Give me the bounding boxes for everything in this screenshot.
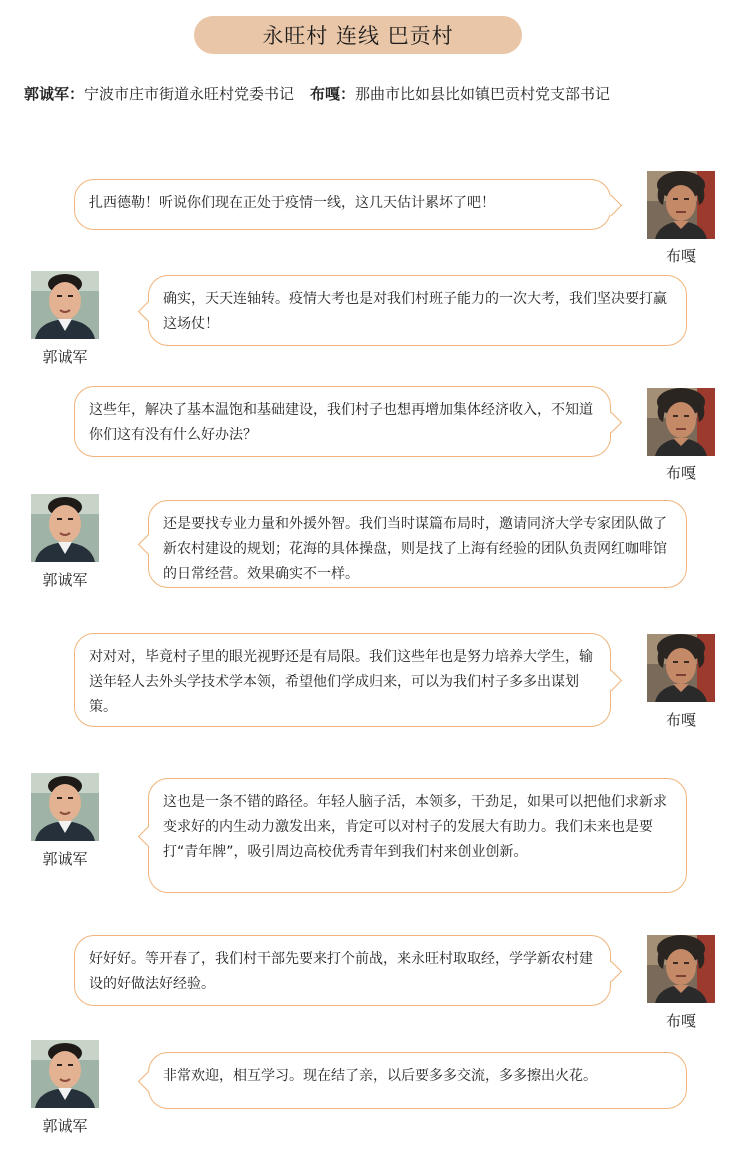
participant-2-role: 那曲市比如县比如镇巴贡村党支部书记 bbox=[355, 85, 611, 103]
chat-bubble bbox=[74, 633, 611, 727]
message-text: 扎西德勒！听说你们现在正处于疫情一线，这几天估计累坏了吧！ bbox=[89, 195, 495, 211]
avatar bbox=[647, 388, 715, 456]
page-title bbox=[194, 16, 522, 54]
speaker-name: 布嘎 bbox=[665, 247, 696, 265]
person-icon bbox=[647, 388, 715, 456]
avatar bbox=[31, 494, 99, 562]
person-icon bbox=[31, 271, 99, 339]
speaker-name: 郭诚军 bbox=[42, 348, 88, 366]
message-text: 这些年，解决了基本温饱和基础建设，我们村子也想再增加集体经济收入，不知道你们这有没有什么好办法？ bbox=[89, 402, 593, 443]
speaker-name: 布嘎 bbox=[665, 464, 696, 482]
participant-2-name: 布嘎： bbox=[310, 85, 356, 103]
chat-bubble bbox=[148, 778, 687, 893]
chat-bubble bbox=[74, 935, 611, 1006]
page-title-text: 永旺村 连线 巴贡村 bbox=[262, 24, 454, 48]
message-text: 这也是一条不错的路径。年轻人脑子活，本领多，干劲足，如果可以把他们求新求变求好的内生动力激发出来，肯定可以对村子的发展大有助力。我们未来也是要打“青年牌”，吸引周边高校优秀青年到我们村来创业创新。 bbox=[163, 794, 667, 860]
speaker-name: 郭诚军 bbox=[42, 850, 88, 868]
participants-line bbox=[24, 83, 734, 104]
participant-1-role: 宁波市庄市街道永旺村党委书记 bbox=[84, 85, 295, 103]
avatar bbox=[31, 1040, 99, 1108]
message-text: 好好好。等开春了，我们村干部先要来打个前战，来永旺村取取经，学学新农村建设的好做法好经验。 bbox=[89, 951, 593, 992]
speaker-name: 郭诚军 bbox=[42, 1117, 88, 1135]
person-icon bbox=[647, 935, 715, 1003]
chat-bubble bbox=[148, 275, 687, 346]
person-icon bbox=[647, 171, 715, 239]
avatar bbox=[31, 773, 99, 841]
avatar bbox=[647, 634, 715, 702]
speaker-name: 郭诚军 bbox=[42, 571, 88, 589]
chat-bubble bbox=[148, 500, 687, 588]
person-icon bbox=[647, 634, 715, 702]
avatar bbox=[31, 271, 99, 339]
person-icon bbox=[31, 494, 99, 562]
chat-bubble bbox=[148, 1052, 687, 1109]
message-text: 还是要找专业力量和外援外智。我们当时谋篇布局时，邀请同济大学专家团队做了新农村建设的规划；花海的具体操盘，则是找了上海有经验的团队负责网红咖啡馆的日常经营。效果确实不一样。 bbox=[163, 516, 667, 582]
avatar bbox=[647, 935, 715, 1003]
avatar bbox=[647, 171, 715, 239]
chat-bubble bbox=[74, 386, 611, 457]
person-icon bbox=[31, 773, 99, 841]
participant-1-name: 郭诚军： bbox=[24, 85, 85, 103]
chat-bubble bbox=[74, 179, 611, 230]
message-text: 对对对，毕竟村子里的眼光视野还是有局限。我们这些年也是努力培养大学生，输送年轻人去外头学技术学本领，希望他们学成归来，可以为我们村子多多出谋划策。 bbox=[89, 649, 593, 715]
speaker-name: 布嘎 bbox=[665, 711, 696, 729]
person-icon bbox=[31, 1040, 99, 1108]
message-text: 非常欢迎，相互学习。现在结了亲，以后要多多交流，多多擦出火花。 bbox=[163, 1068, 597, 1084]
message-text: 确实，天天连轴转。疫情大考也是对我们村班子能力的一次大考，我们坚决要打赢这场仗！ bbox=[163, 291, 667, 332]
speaker-name: 布嘎 bbox=[665, 1012, 696, 1030]
